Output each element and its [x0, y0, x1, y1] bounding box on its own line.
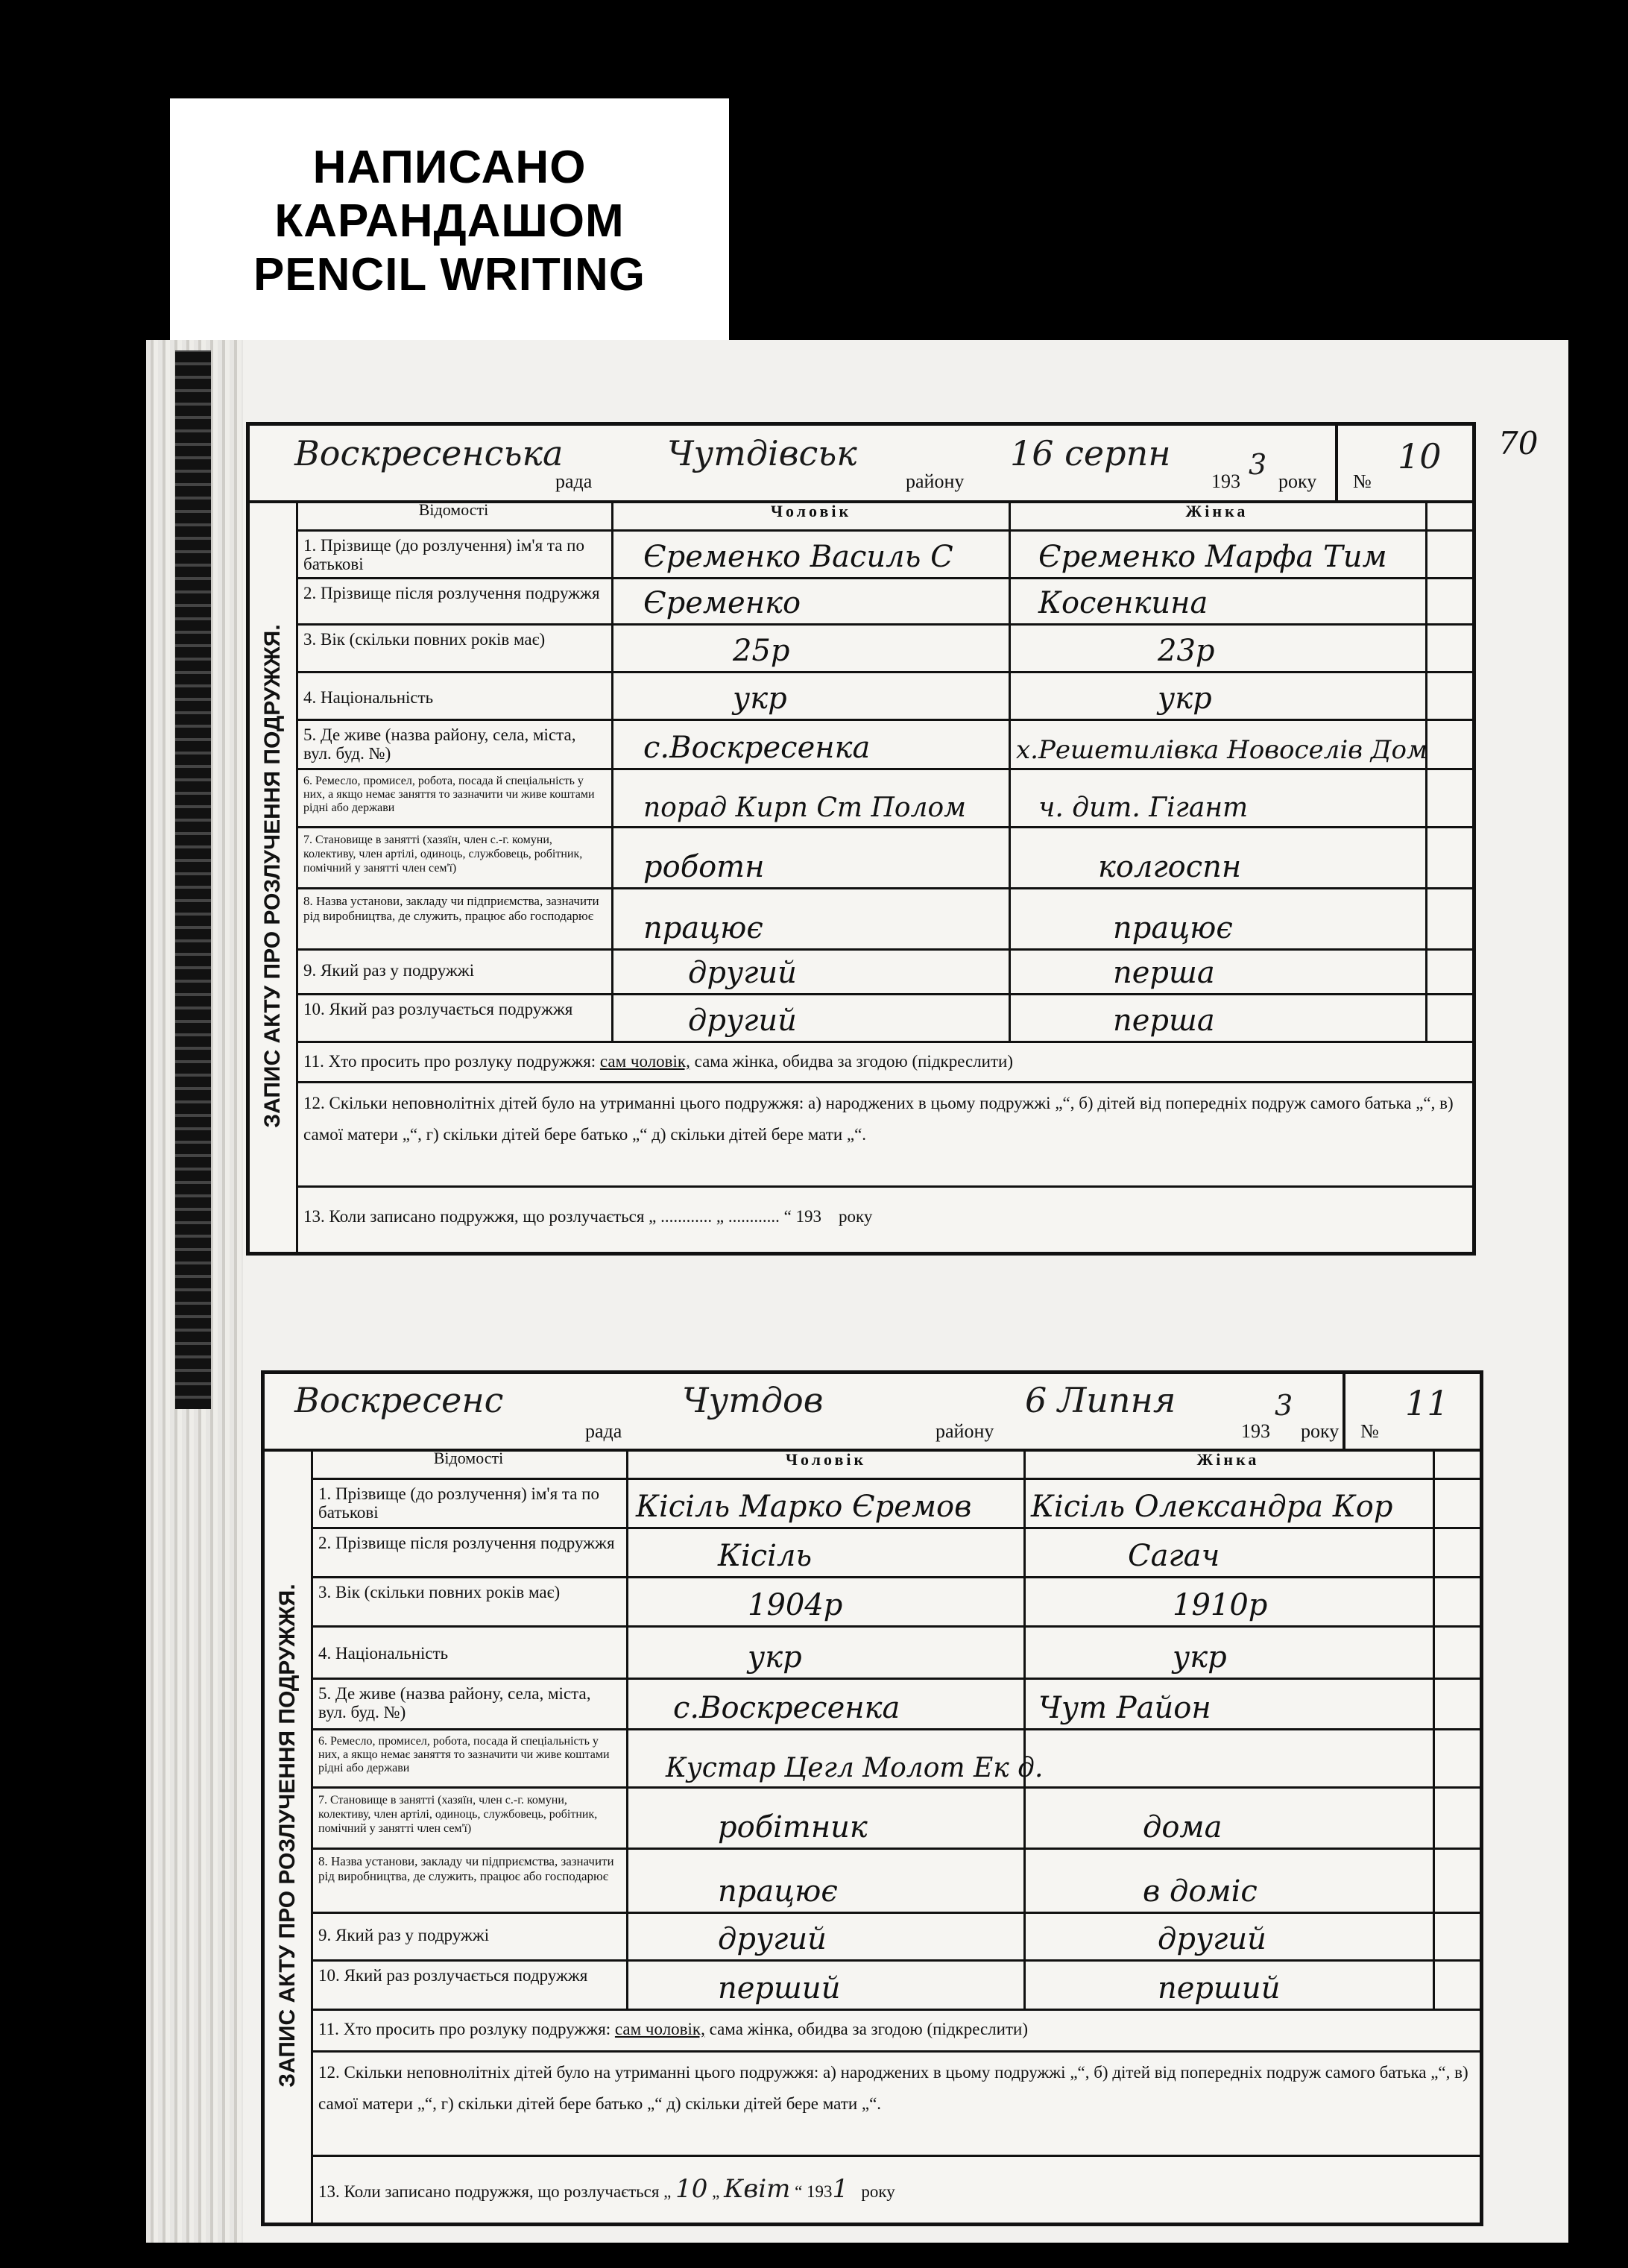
- row-5: 5. Де живе (назва району, села, міста, вул. буд. №) с.Воскресенка х.Решетилівка Новоселів Дом: [296, 721, 1472, 770]
- label-line-3: PENCIL WRITING: [253, 249, 646, 300]
- row-8: 8. Назва установи, закладу чи підприємства, зазначити рід виробництва, де служить, працює або господарює працює працює: [296, 889, 1472, 951]
- form-header: [250, 426, 1472, 503]
- row-13: 13. Коли записано подружжя, що розлучається „ 10 „ Квіт “ 1931 року: [318, 2174, 895, 2204]
- row-11: 11. Хто просить про розлуку подружжя: сам чоловік, сама жінка, обидва за згодою (підкреслити): [311, 2011, 1480, 2053]
- woman-r8: в доміс: [1143, 1874, 1258, 1909]
- man-r4: укр: [748, 1640, 802, 1675]
- woman-r9: перша: [1113, 956, 1215, 990]
- man-r7: робітник: [718, 1810, 868, 1845]
- row-10: 10. Який раз розлучається подружжя перший перший: [311, 1962, 1480, 2011]
- rayon-value: Чутдов: [682, 1380, 824, 1420]
- rada-label: рада: [555, 470, 593, 492]
- rayon-label: району: [906, 470, 965, 492]
- date-value: 16 серпн: [1010, 433, 1171, 473]
- row-6: 6. Ремесло, промисел, робота, посада й спеціальність у них, а якщо немає заняття то зазначити чи живе коштами рідні або держави порад Кирп Ст Полом ч. дит. Гігант: [296, 770, 1472, 828]
- row-5: 5. Де живе (назва району, села, міста, вул. буд. №) с.Воскресенка Чут Район: [311, 1680, 1480, 1730]
- woman-r5: Чут Район: [1038, 1691, 1211, 1725]
- row-9: 9. Який раз у подружжі другий другий: [311, 1914, 1480, 1962]
- row-4: 4. Національність укр укр: [296, 673, 1472, 721]
- man-r5: с.Воскресенка: [673, 1691, 900, 1725]
- row-3: 3. Вік (скільки повних років має) 1904р 1910р: [311, 1578, 1480, 1628]
- man-r9: другий: [688, 956, 797, 990]
- woman-r3: 1910р: [1173, 1588, 1268, 1622]
- label-line-1: НАПИСАНО: [312, 142, 587, 193]
- number-label: №: [1353, 470, 1372, 492]
- row-12: 12. Скільки неповнолітніх дітей було на утриманні цього подружжя: а) народжених в цьому подружжі „“, б) дітей від попередніх подруж самого батька „“, в) самої матери „“, г) скільки дітей бере батько „“ д) скільки дітей бере мати „“.: [296, 1083, 1472, 1188]
- woman-r2: Косенкина: [1038, 586, 1208, 620]
- divorce-record-form-2: [261, 1370, 1483, 2226]
- row-10: 10. Який раз розлучається подружжя другий перша: [296, 995, 1472, 1043]
- row-2: 2. Прізвище після розлучення подружжя Кісіль Сагач: [311, 1529, 1480, 1578]
- woman-r6: ч. дит. Гігант: [1038, 793, 1249, 823]
- number-value: 11: [1405, 1383, 1449, 1423]
- woman-r8: працює: [1113, 911, 1233, 945]
- man-r6: Кустар Цегл Молот Ек д.: [666, 1753, 1044, 1783]
- man-r8: працює: [643, 911, 763, 945]
- row-2: 2. Прізвище після розлучення подружжя Єременко Косенкина: [296, 579, 1472, 626]
- column-headers: [296, 500, 1472, 532]
- year-prefix: 193: [1211, 470, 1240, 492]
- col-man: Чоловік: [770, 502, 852, 520]
- col-info: Відомості: [418, 500, 489, 519]
- man-r5: с.Воскресенка: [643, 731, 871, 765]
- woman-r4: укр: [1158, 681, 1212, 716]
- man-r7: роботн: [643, 850, 765, 884]
- row-4: 4. Національність укр укр: [311, 1628, 1480, 1680]
- date-value: 6 Липня: [1025, 1380, 1176, 1420]
- number-box: [1335, 426, 1472, 500]
- form-header: [265, 1374, 1480, 1452]
- row-11: 11. Хто просить про розлуку подружжя: сам чоловік, сама жінка, обидва за згодою (підкреслити): [296, 1043, 1472, 1083]
- woman-r1: Єременко Марфа Тим: [1038, 540, 1387, 574]
- rada-label: рада: [585, 1420, 622, 1442]
- man-r8: працює: [718, 1874, 838, 1909]
- number-value: 10: [1398, 436, 1442, 476]
- divorce-record-form-1: [246, 422, 1476, 1256]
- rayon-value: Чутдівськ: [667, 433, 857, 473]
- column-headers: Відомості Чоловік Жінка: [311, 1449, 1480, 1480]
- col-woman: Жінка: [1185, 502, 1249, 520]
- woman-r2: Сагач: [1128, 1539, 1220, 1573]
- rayon-label: району: [936, 1420, 994, 1442]
- row-9: 9. Який раз у подружжі другий перша: [296, 951, 1472, 995]
- side-title: ЗАПИС АКТУ ПРО РОЗЛУЧЕННЯ ПОДРУЖЖЯ.: [265, 1449, 313, 2223]
- row-7: 7. Становище в занятті (хазяїн, член с.-г. комуни, колективу, член артілі, одиноць, службовець, робітник, помічний у занятті член сем'ї) робітник дома: [311, 1789, 1480, 1850]
- roku-label: року: [1278, 470, 1317, 492]
- man-r2: Єременко: [643, 586, 801, 620]
- man-r1: Єременко Василь С: [643, 540, 953, 574]
- man-r3: 25р: [733, 634, 790, 668]
- roku-label: року: [1301, 1420, 1340, 1442]
- man-r4: укр: [733, 681, 787, 716]
- woman-r4: укр: [1173, 1640, 1227, 1675]
- margin-number: 70: [1498, 425, 1539, 462]
- row-13: 13. Коли записано подружжя, що розлучається „ ............ „ ............ “ 193 року: [303, 1207, 873, 1226]
- woman-r1: Кісіль Олександра Кор: [1031, 1490, 1393, 1524]
- woman-r9: другий: [1158, 1922, 1266, 1956]
- man-r10: перший: [718, 1971, 841, 2006]
- row-3: 3. Вік (скільки повних років має) 25р 23р: [296, 626, 1472, 673]
- number-box: [1343, 1374, 1480, 1449]
- row-12: 12. Скільки неповнолітніх дітей було на утриманні цього подружжя: а) народжених в цьому подружжі „“, б) дітей від попередніх подруж самого батька „“, в) самої матери „“, г) скільки дітей бере батько „“ д) скільки дітей бере мати „“.: [311, 2053, 1480, 2157]
- row-7: 7. Становище в занятті (хазяїн, член с.-г. комуни, колективу, член артілі, одиноць, службовець, робітник, помічний у занятті член сем'ї) роботн колгоспн: [296, 828, 1472, 889]
- pencil-writing-label: [170, 98, 729, 344]
- woman-r3: 23р: [1158, 634, 1215, 668]
- woman-r5: х.Решетилівка Новоселів Дом: [1016, 735, 1428, 765]
- side-title: ЗАПИС АКТУ ПРО РОЗЛУЧЕННЯ ПОДРУЖЖЯ.: [250, 500, 298, 1252]
- row-8: 8. Назва установи, закладу чи підприємства, зазначити рід виробництва, де служить, працює або господарює працює в доміс: [311, 1850, 1480, 1914]
- man-r10: другий: [688, 1004, 797, 1038]
- rada-value: Воскресенс: [294, 1380, 504, 1420]
- row-1: 1. Прізвище (до розлучення) ім'я та по батькові Кісіль Марко Єремов Кісіль Олександра Кор: [311, 1480, 1480, 1529]
- woman-r7: колгоспн: [1098, 850, 1242, 884]
- woman-r10: перший: [1158, 1971, 1281, 2006]
- row-6: 6. Ремесло, промисел, робота, посада й спеціальність у них, а якщо немає заняття то зазначити чи живе коштами рідні або держави Кустар Цегл Молот Ек д.: [311, 1730, 1480, 1789]
- man-r6: порад Кирп Ст Полом: [643, 793, 966, 823]
- number-label: №: [1360, 1420, 1379, 1442]
- binding-stitching: [175, 350, 211, 1409]
- woman-r10: перша: [1113, 1004, 1215, 1038]
- label-line-2: КАРАНДАШОМ: [274, 195, 625, 247]
- man-r9: другий: [718, 1922, 827, 1956]
- row-1: 1. Прізвище (до розлучення) ім'я та по батькові Єременко Василь С Єременко Марфа Тим: [296, 532, 1472, 579]
- year-prefix: 193: [1241, 1420, 1270, 1442]
- rada-value: Воскресенська: [294, 433, 564, 473]
- man-r2: Кісіль: [718, 1539, 813, 1573]
- year-value: 3: [1275, 1389, 1293, 1422]
- man-r3: 1904р: [748, 1588, 843, 1622]
- woman-r7: дома: [1143, 1810, 1222, 1845]
- man-r1: Кісіль Марко Єремов: [636, 1490, 972, 1524]
- year-value: 3: [1249, 448, 1267, 481]
